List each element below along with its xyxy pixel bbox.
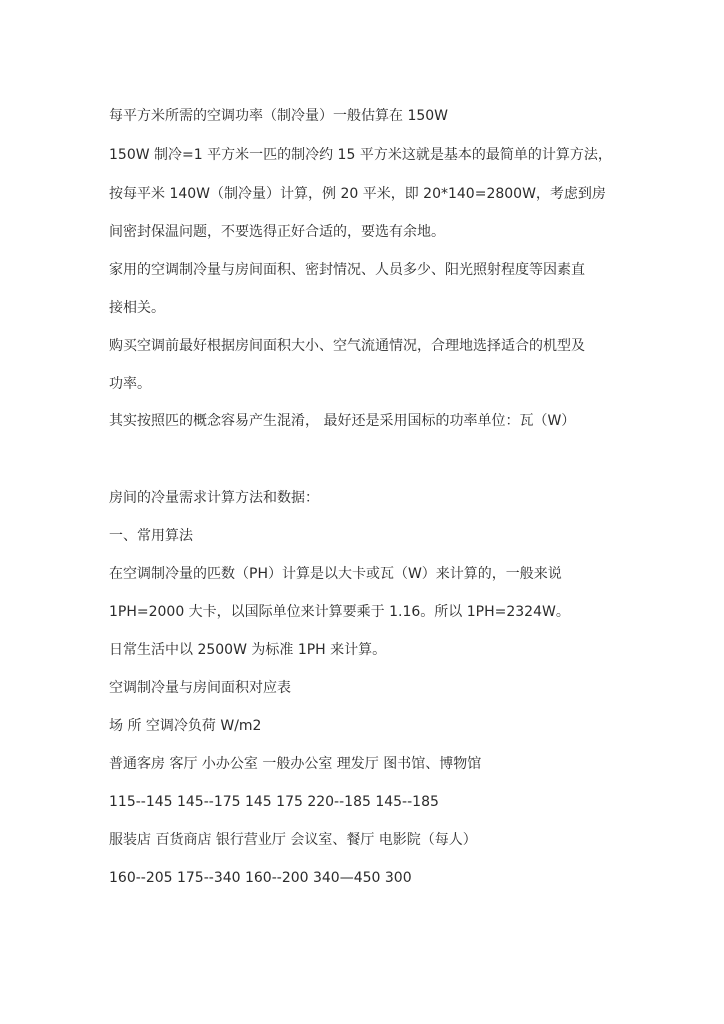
paragraph-line: 其实按照匹的概念容易产生混淆， 最好还是采用国标的功率单位：瓦（W） bbox=[109, 413, 576, 429]
paragraph-line: 接相关。 bbox=[109, 300, 165, 316]
paragraph-line: 日常生活中以 2500W 为标准 1PH 来计算。 bbox=[109, 642, 387, 658]
paragraph-line: 购买空调前最好根据房间面积大小、空气流通情况，合理地选择适合的机型及 bbox=[109, 338, 585, 354]
table-title: 空调制冷量与房间面积对应表 bbox=[109, 680, 291, 696]
table-header-line: 场 所 空调冷负荷 W/m2 bbox=[109, 718, 262, 734]
section-heading: 房间的冷量需求计算方法和数据： bbox=[109, 490, 319, 506]
table-categories-line: 服装店 百货商店 银行营业厅 会议室、餐厅 电影院（每人） bbox=[109, 832, 477, 848]
paragraph-line: 按每平米 140W（制冷量）计算，例 20 平米，即 20*140=2800W，考虑到房 bbox=[109, 186, 606, 202]
paragraph-line: 功率。 bbox=[109, 376, 151, 392]
paragraph-line: 间密封保温问题，不要选得正好合适的，要选有余地。 bbox=[109, 224, 445, 240]
subsection-heading: 一、常用算法 bbox=[109, 528, 193, 544]
paragraph-line: 每平方米所需的空调功率（制冷量）一般估算在 150W bbox=[109, 108, 449, 124]
table-values-line: 160--205 175--340 160--200 340—450 300 bbox=[109, 870, 412, 886]
paragraph-line: 家用的空调制冷量与房间面积、密封情况、人员多少、阳光照射程度等因素直 bbox=[109, 262, 585, 278]
paragraph-line: 在空调制冷量的匹数（PH）计算是以大卡或瓦（W）来计算的，一般来说 bbox=[109, 566, 562, 582]
paragraph-line: 1PH=2000 大卡，以国际单位来计算要乘于 1.16。所以 1PH=2324W。 bbox=[109, 604, 570, 620]
paragraph-line: 150W 制冷=1 平方米一匹的制冷约 15 平方米这就是基本的最简单的计算方法， bbox=[109, 147, 612, 163]
table-categories-line: 普通客房 客厅 小办公室 一般办公室 理发厅 图书馆、博物馆 bbox=[109, 756, 482, 772]
table-values-line: 115--145 145--175 145 175 220--185 145--185 bbox=[109, 794, 439, 810]
